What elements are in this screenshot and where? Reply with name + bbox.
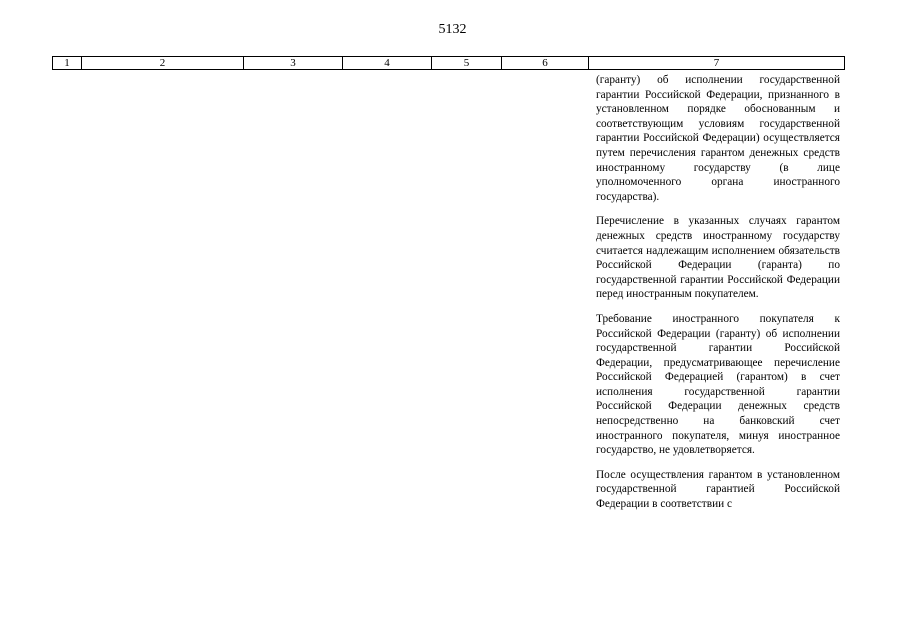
column-header-4: 4: [343, 57, 432, 70]
column-header-table: [52, 56, 845, 70]
paragraph: (гаранту) об исполнении государственной гарантии Российской Федерации, признанного в установленном порядке обоснованным и соответствующим условиям государственной гарантии Российской Федерации) осуществляется путем перечисления гарантом денежных средств иностранному государству (в лице уполномоченного органа иностранного государства).: [596, 74, 840, 203]
column-header-2: 2: [82, 57, 244, 70]
paragraph: Перечисление в указанных случаях гарантом денежных средств иностранному государству считается надлежащим исполнением обязательств Российской Федерации (гаранта) по государственной гарантии Российской Федерации перед иностранным покупателем.: [596, 215, 840, 301]
column-header-1: 1: [53, 57, 82, 70]
page-number: 5132: [438, 22, 467, 37]
paragraph: Требование иностранного покупателя к Российской Федерации (гаранту) об исполнении государственной гарантии Российской Федерации, предусматривающее перечисление Российской Федерацией (гарантом) в счет исполнения государственной гарантии Российской Федерации денежных средств непосредственно на банковский счет иностранного покупателя, минуя иностранное государство, не удовлетворяется.: [596, 312, 840, 457]
header-row: [53, 57, 845, 70]
paragraph: После осуществления гарантом в установленном государственной гарантией Российской Федерации в соответствии с: [596, 468, 840, 511]
column-header-5: 5: [432, 57, 502, 70]
column-7-text: [596, 73, 840, 522]
column-header-7: 7: [589, 57, 845, 70]
column-header-6: 6: [502, 57, 589, 70]
column-header-3: 3: [244, 57, 343, 70]
